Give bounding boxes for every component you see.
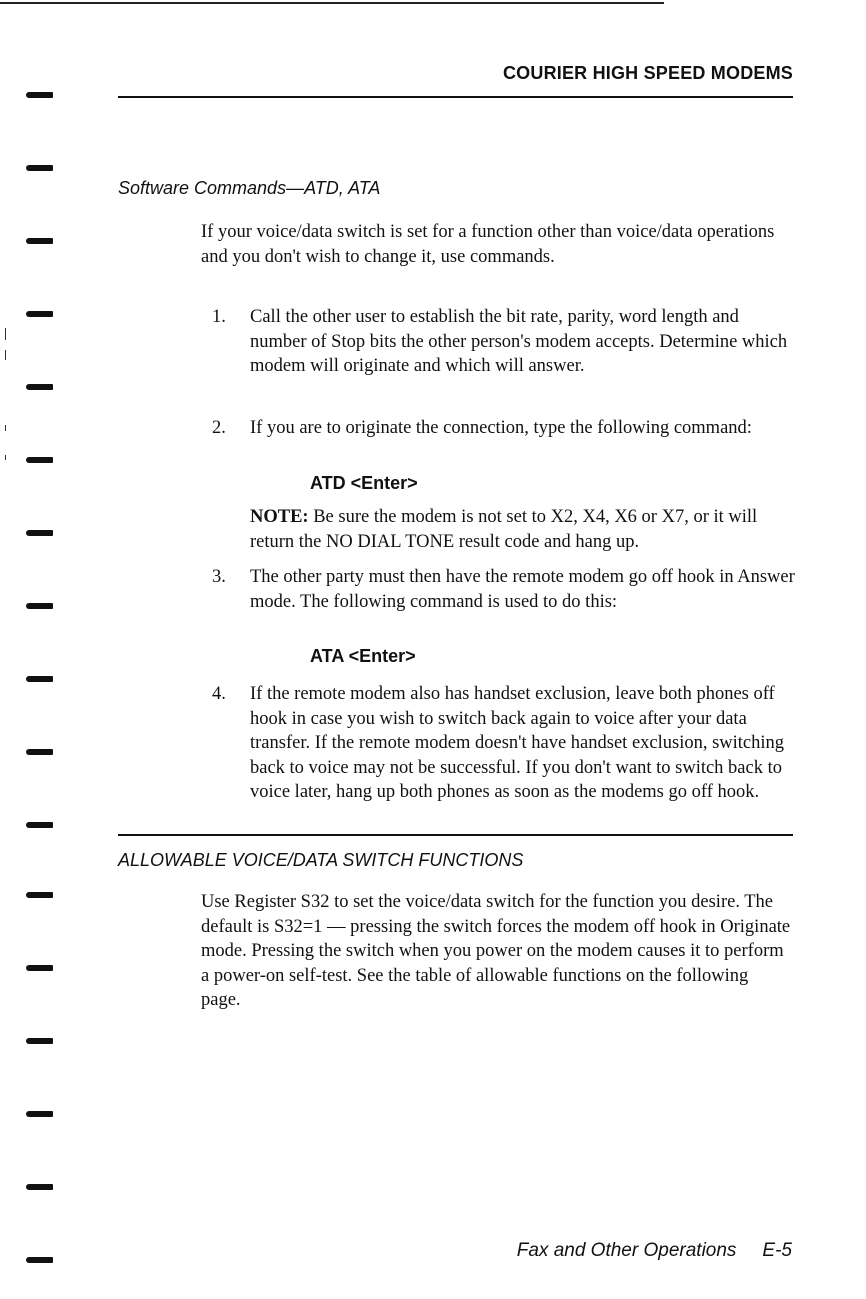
binding-hole-mark — [26, 1184, 53, 1190]
page-number: E-5 — [762, 1240, 792, 1261]
binding-hole-mark — [26, 165, 53, 171]
scan-speck — [5, 350, 6, 360]
binding-hole-mark — [26, 238, 53, 244]
list-item-text: If you are to originate the connection, type the following command: — [250, 418, 752, 438]
list-item-number: 1. — [212, 307, 226, 327]
command-atd: ATD <Enter> — [310, 473, 418, 493]
binding-hole-mark — [26, 1111, 53, 1117]
binding-hole-mark — [26, 965, 53, 971]
binding-hole-mark — [26, 457, 53, 463]
list-item-text: If the remote modem also has handset exclusion, leave both phones off hook in case you wish to switch back again to voice after your data transfer. If the remote modem doesn't have handset exclusion, switching back to voice may not be successful. If you don't want to switch back to voice later, hang up both phones as soon as the modems go off hook. — [250, 684, 785, 802]
list-item-number: 4. — [212, 684, 226, 704]
note-label: NOTE: — [250, 507, 309, 527]
binding-hole-mark — [26, 603, 53, 609]
binding-hole-mark — [26, 676, 53, 682]
list-item-3 — [212, 565, 797, 614]
binding-hole-mark — [26, 892, 53, 898]
list-item-4 — [212, 682, 797, 805]
binding-hole-mark — [26, 1038, 53, 1044]
command-ata: ATA <Enter> — [310, 646, 416, 666]
scan-top-edge — [0, 2, 664, 4]
scan-speck — [5, 455, 6, 460]
scan-speck — [5, 328, 6, 340]
binding-hole-mark — [26, 822, 53, 828]
intro-paragraph: If your voice/data switch is set for a function other than voice/data operations and you don't wish to change it, use commands. — [201, 222, 775, 267]
header-rule — [118, 96, 793, 98]
body-paragraph: Use Register S32 to set the voice/data switch for the function you desire. The default is S32=1 — pressing the switch forces the modem off hook in Originate mode. Pressing the switch when you power on the modem causes it to perform a power-on self-test. See the table of allowable functions on the following page. — [201, 892, 791, 1010]
binding-hole-mark — [26, 311, 53, 317]
running-header-title: COURIER HIGH SPEED MODEMS — [502, 63, 793, 83]
note-block — [250, 505, 795, 554]
list-item-2 — [212, 416, 797, 441]
list-item-number: 3. — [212, 567, 226, 587]
scan-speck — [5, 425, 6, 431]
list-item-1 — [212, 305, 797, 379]
note-text: Be sure the modem is not set to X2, X4, X6 or X7, or it will return the NO DIAL TONE result code and hang up. — [250, 507, 758, 552]
list-item-number: 2. — [212, 418, 226, 438]
binding-hole-mark — [26, 749, 53, 755]
binding-hole-mark — [26, 1257, 53, 1263]
binding-hole-mark — [26, 384, 53, 390]
section-heading-allowable-functions: ALLOWABLE VOICE/DATA SWITCH FUNCTIONS — [118, 850, 524, 870]
page-footer — [517, 1240, 792, 1262]
section-divider-rule — [118, 834, 793, 836]
list-item-text: Call the other user to establish the bit rate, parity, word length and number of Stop bits the other person's modem accepts. Determine which modem will originate and which will answer. — [250, 307, 788, 376]
footer-section-title: Fax and Other Operations — [516, 1240, 737, 1261]
section-heading-software-commands: Software Commands—ATD, ATA — [118, 178, 381, 198]
list-item-text: The other party must then have the remote modem go off hook in Answer mode. The following command is used to do this: — [250, 567, 795, 612]
binding-hole-mark — [26, 530, 53, 536]
binding-hole-mark — [26, 92, 53, 98]
